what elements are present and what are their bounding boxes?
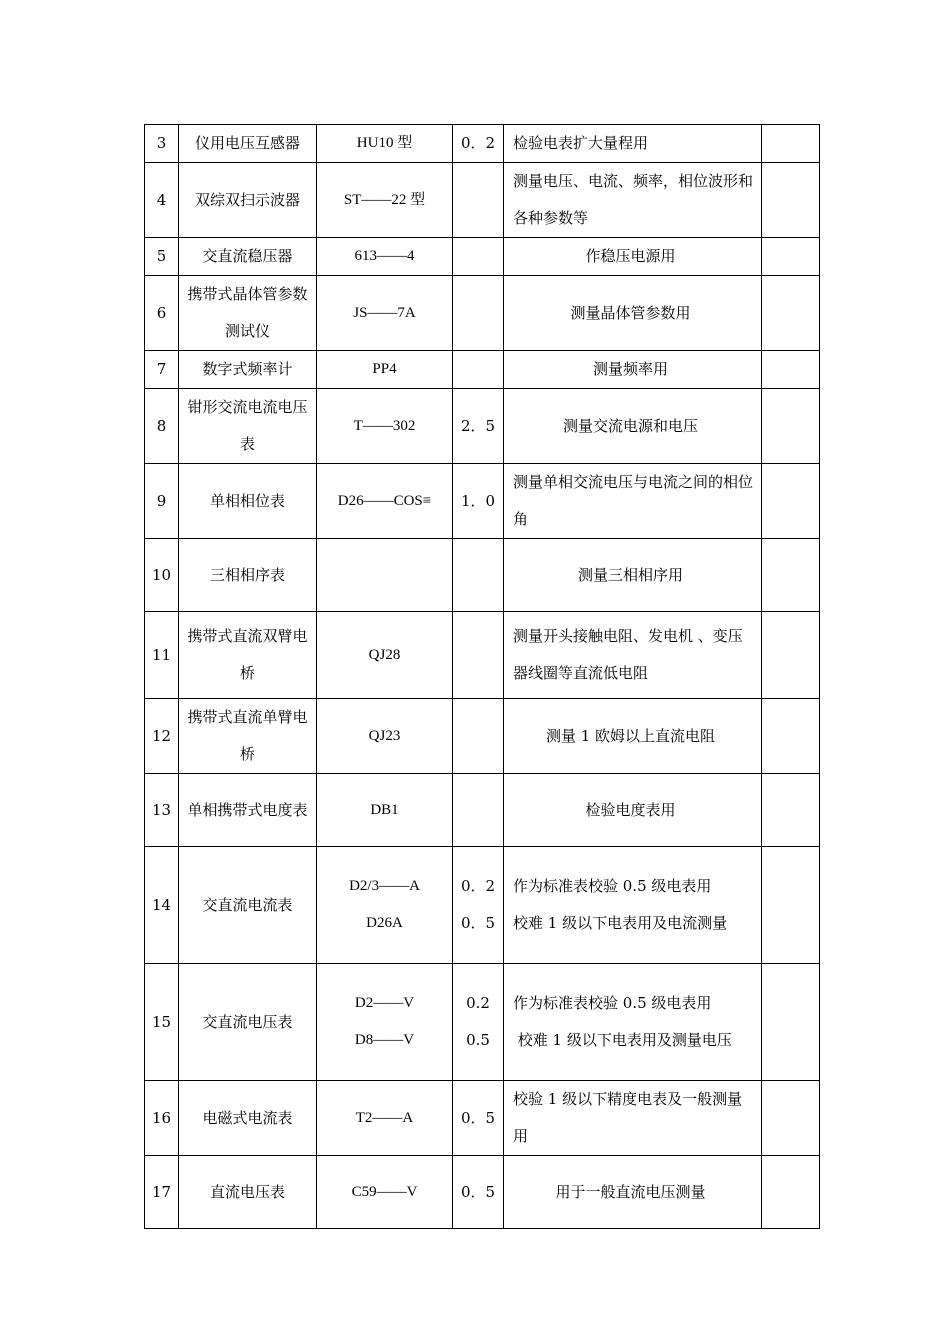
instrument-name: 钳形交流电流电压表 <box>179 389 317 464</box>
model: C59——V <box>317 1156 453 1229</box>
remarks-cell <box>762 1081 820 1156</box>
table-row <box>145 699 820 774</box>
instrument-name: 三相相序表 <box>179 539 317 612</box>
table-row <box>145 276 820 351</box>
table-row <box>145 539 820 612</box>
grade-line: 0．2 <box>460 877 496 895</box>
purpose: 测量交流电源和电压 <box>504 389 762 464</box>
model: D26——COS≡ <box>317 464 453 539</box>
table-row <box>145 1156 820 1229</box>
table-row <box>145 847 820 964</box>
model: T——302 <box>317 389 453 464</box>
model: 613——4 <box>317 238 453 276</box>
instrument-name: 携带式晶体管参数测试仪 <box>179 276 317 351</box>
instrument-name: 数字式频率计 <box>179 351 317 389</box>
purpose-line: 作为标准表校验 0.5 级电表用 <box>513 877 712 895</box>
purpose <box>504 964 762 1081</box>
row-number: 12 <box>145 699 179 774</box>
model <box>317 847 453 964</box>
accuracy-grade <box>453 774 504 847</box>
accuracy-grade <box>453 699 504 774</box>
table-row <box>145 1081 820 1156</box>
purpose: 测量频率用 <box>504 351 762 389</box>
purpose: 测量三相相序用 <box>504 539 762 612</box>
purpose: 测量单相交流电压与电流之间的相位角 <box>504 464 762 539</box>
accuracy-grade <box>453 539 504 612</box>
accuracy-grade: 0．5 <box>453 1156 504 1229</box>
model: PP4 <box>317 351 453 389</box>
accuracy-grade <box>453 163 504 238</box>
purpose: 作稳压电源用 <box>504 238 762 276</box>
instrument-name: 双综双扫示波器 <box>179 163 317 238</box>
model: JS——7A <box>317 276 453 351</box>
remarks-cell <box>762 612 820 699</box>
accuracy-grade: 1．0 <box>453 464 504 539</box>
remarks-cell <box>762 847 820 964</box>
accuracy-grade <box>453 612 504 699</box>
instrument-name: 携带式直流双臂电桥 <box>179 612 317 699</box>
model: DB1 <box>317 774 453 847</box>
purpose: 测量电压、电流、频率，相位波形和各种参数等 <box>504 163 762 238</box>
row-number: 3 <box>145 125 179 163</box>
remarks-cell <box>762 351 820 389</box>
row-number: 10 <box>145 539 179 612</box>
instrument-name: 仪用电压互感器 <box>179 125 317 163</box>
table-row <box>145 964 820 1081</box>
row-number: 14 <box>145 847 179 964</box>
table-row <box>145 464 820 539</box>
remarks-cell <box>762 539 820 612</box>
row-number: 9 <box>145 464 179 539</box>
model-line: D2/3——A <box>349 878 420 894</box>
remarks-cell <box>762 163 820 238</box>
model: HU10 型 <box>317 125 453 163</box>
row-number: 17 <box>145 1156 179 1229</box>
remarks-cell <box>762 774 820 847</box>
instrument-name: 交直流电压表 <box>179 964 317 1081</box>
accuracy-grade <box>453 351 504 389</box>
table-row <box>145 238 820 276</box>
accuracy-grade <box>453 238 504 276</box>
row-number: 15 <box>145 964 179 1081</box>
remarks-cell <box>762 389 820 464</box>
model <box>317 539 453 612</box>
model-line: D8——V <box>354 1032 415 1048</box>
remarks-cell <box>762 699 820 774</box>
grade-line: 0.5 <box>466 1031 490 1049</box>
remarks-cell <box>762 1156 820 1229</box>
model-line: D2——V <box>354 995 415 1011</box>
row-number: 4 <box>145 163 179 238</box>
purpose: 检验电表扩大量程用 <box>504 125 762 163</box>
purpose: 测量开头接触电阻、发电机 、变压器线圈等直流低电阻 <box>504 612 762 699</box>
purpose: 检验电度表用 <box>504 774 762 847</box>
table-row <box>145 125 820 163</box>
remarks-cell <box>762 276 820 351</box>
table-row <box>145 163 820 238</box>
row-number: 13 <box>145 774 179 847</box>
accuracy-grade <box>453 964 504 1081</box>
instrument-name: 交直流电流表 <box>179 847 317 964</box>
purpose: 测量 1 欧姆以上直流电阻 <box>504 699 762 774</box>
accuracy-grade <box>453 847 504 964</box>
row-number: 7 <box>145 351 179 389</box>
model: QJ23 <box>317 699 453 774</box>
instrument-name: 单相携带式电度表 <box>179 774 317 847</box>
accuracy-grade: 0．2 <box>453 125 504 163</box>
remarks-cell <box>762 238 820 276</box>
table-row <box>145 612 820 699</box>
table-row <box>145 389 820 464</box>
accuracy-grade <box>453 276 504 351</box>
grade-line: 0．5 <box>460 914 496 932</box>
accuracy-grade: 2．5 <box>453 389 504 464</box>
instrument-table <box>144 124 820 1229</box>
model: ST——22 型 <box>317 163 453 238</box>
model-line: D26A <box>366 915 403 931</box>
purpose-line: 校难 1 级以下电表用及电流测量 <box>513 914 728 932</box>
model: T2——A <box>317 1081 453 1156</box>
purpose <box>504 847 762 964</box>
model <box>317 964 453 1081</box>
accuracy-grade: 0．5 <box>453 1081 504 1156</box>
table-row <box>145 774 820 847</box>
purpose: 用于一般直流电压测量 <box>504 1156 762 1229</box>
row-number: 8 <box>145 389 179 464</box>
remarks-cell <box>762 464 820 539</box>
instrument-name: 单相相位表 <box>179 464 317 539</box>
row-number: 6 <box>145 276 179 351</box>
purpose-line: 作为标准表校验 0.5 级电表用 <box>513 994 712 1012</box>
table-row <box>145 351 820 389</box>
instrument-name: 直流电压表 <box>179 1156 317 1229</box>
row-number: 11 <box>145 612 179 699</box>
purpose-line: 校难 1 级以下电表用及测量电压 <box>513 1031 732 1049</box>
instrument-name: 电磁式电流表 <box>179 1081 317 1156</box>
remarks-cell <box>762 964 820 1081</box>
purpose: 测量晶体管参数用 <box>504 276 762 351</box>
model: QJ28 <box>317 612 453 699</box>
instrument-name: 交直流稳压器 <box>179 238 317 276</box>
row-number: 5 <box>145 238 179 276</box>
purpose: 校验 1 级以下精度电表及一般测量用 <box>504 1081 762 1156</box>
grade-line: 0.2 <box>466 994 490 1012</box>
instrument-name: 携带式直流单臂电桥 <box>179 699 317 774</box>
remarks-cell <box>762 125 820 163</box>
row-number: 16 <box>145 1081 179 1156</box>
